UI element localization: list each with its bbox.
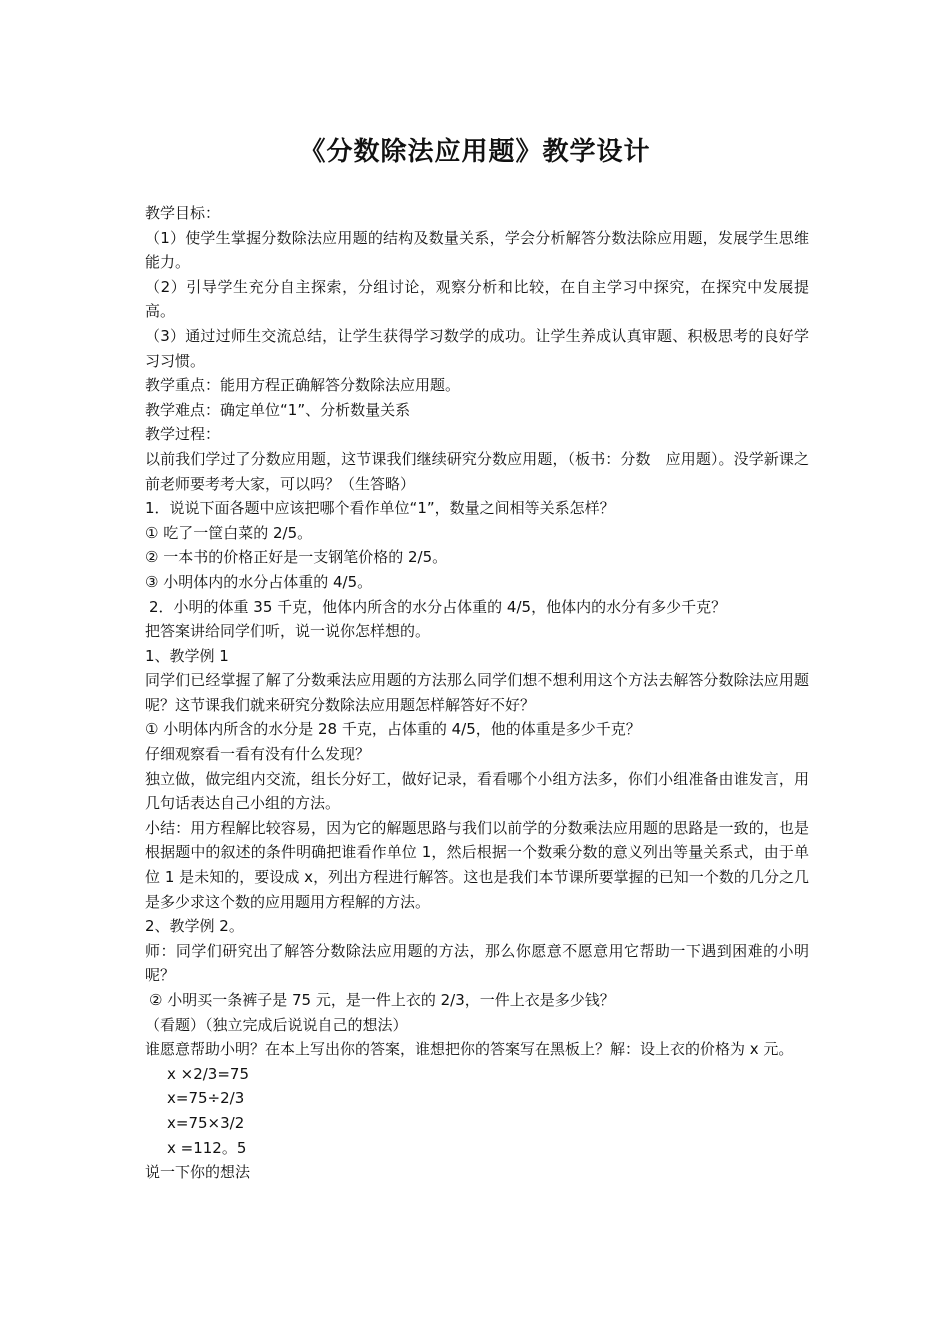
- document-title: 《分数除法应用题》教学设计: [299, 137, 651, 167]
- solution-setup: 谁愿意帮助小明？在本上写出你的答案，谁想把你的答案写在黑板上？解：设上衣的价格为 x 元。: [145, 1040, 794, 1059]
- closing-line: 说一下你的想法: [145, 1163, 251, 1182]
- question-1: 1．说说下面各题中应该把哪个看作单位“1”，数量之间相等关系怎样？: [145, 499, 615, 518]
- read-problem-note: （看题）（独立完成后说说自己的想法）: [145, 1015, 408, 1034]
- document-body: [145, 201, 809, 1185]
- question-2: 2．小明的体重 35 千克，他体内所含的水分占体重的 4/5，他体内的水分有多少千克？: [149, 597, 727, 616]
- key-point: 教学重点：能用方程正确解答分数除法应用题。: [145, 376, 461, 395]
- section-heading-goals: 教学目标：: [145, 204, 221, 222]
- question-1-item-c: ③ 小明体内的水分占体重的 4/5。: [145, 572, 373, 591]
- question-1-item-b: ② 一本书的价格正好是一支钢笔价格的 2/5。: [145, 548, 448, 567]
- intro-paragraph: 以前我们学过了分数应用题，这节课我们继续研究分数应用题，（板书：分数 应用题）。没学新课之前老师要考考大家，可以吗？（生答略）: [145, 449, 809, 493]
- example-2-intro: 师：同学们研究出了解答分数除法应用题的方法，那么你愿意不愿意用它帮助一下遇到困难的小明呢？: [145, 941, 809, 985]
- equation-line-4: x =112。5: [167, 1138, 247, 1157]
- example-2-problem: ② 小明买一条裤子是 75 元，是一件上衣的 2/3，一件上衣是多少钱？: [149, 991, 615, 1009]
- equation-line-1: x ×2/3=75: [167, 1064, 250, 1083]
- difficult-point: 教学难点：确定单位“1”、分析数量关系: [145, 400, 411, 419]
- example-1-intro: 同学们已经掌握了解了分数乘法应用题的方法那么同学们想不想利用这个方法去解答分数除法应用题呢？这节课我们就来研究分数除法应用题怎样解答好不好？: [145, 671, 809, 714]
- equation-line-2: x=75÷2/3: [167, 1089, 245, 1108]
- goal-item-2: （2）引导学生充分自主探索，分组讨论，观察分析和比较，在自主学习中探究，在探究中发展提高。: [145, 277, 809, 321]
- question-1-item-a: ① 吃了一筐白菜的 2/5。: [145, 523, 313, 542]
- summary-paragraph: 小结：用方程解比较容易，因为它的解题思路与我们以前学的分数乘法应用题的思路是一致的，也是根据题中的叙述的条件明确把谁看作单位 1，然后根据一个数乘分数的意义列出等量关系式，由于单位 1 是未知的，要设成 x，列出方程进行解答。这也是我们本节课所要掌握的已知一个数的几分之几是多少求这个数的应用题用方程解的方法。: [145, 818, 809, 911]
- observe-prompt: 仔细观察看一看有没有什么发现？: [145, 745, 371, 764]
- example-2-heading: 2、教学例 2。: [145, 917, 244, 936]
- section-heading-process: 教学过程：: [145, 425, 221, 444]
- goal-item-3: （3）通过过师生交流总结，让学生获得学习数学的成功。让学生养成认真审题、积极思考的良好学习习惯。: [145, 326, 809, 370]
- equation-line-3: x=75×3/2: [167, 1113, 245, 1132]
- group-work-paragraph: 独立做，做完组内交流，组长分好工，做好记录，看看哪个小组方法多，你们小组准备由谁发言，用几句话表达自己小组的方法。: [145, 769, 809, 813]
- example-1-heading: 1、教学例 1: [145, 646, 229, 665]
- instruction-paragraph: 把答案讲给同学们听，说一说你怎样想的。: [145, 622, 431, 641]
- goal-item-1: （1）使学生掌握分数除法应用题的结构及数量关系，学会分析解答分数法除应用题，发展学生思维能力。: [145, 228, 809, 272]
- example-1-problem: ① 小明体内所含的水分是 28 千克，占体重的 4/5，他的体重是多少千克？: [145, 720, 641, 739]
